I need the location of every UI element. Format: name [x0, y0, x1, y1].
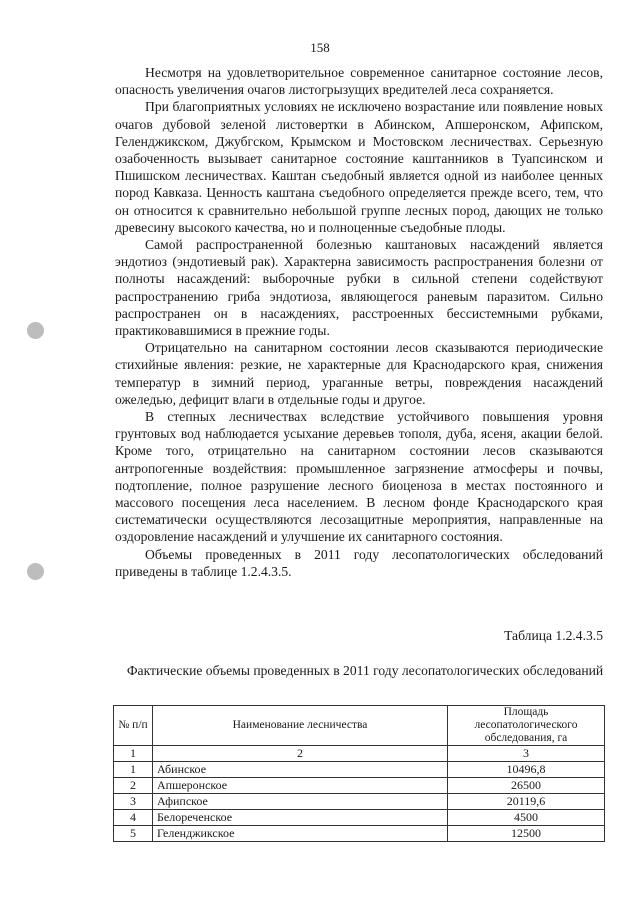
punch-hole-mark — [27, 322, 44, 339]
body-text — [115, 64, 603, 580]
area-value: 26500 — [448, 778, 605, 794]
forestry-name: Белореченское — [153, 810, 448, 826]
row-number: 4 — [114, 810, 153, 826]
column-number-cell: 2 — [153, 746, 448, 762]
area-value: 20119,6 — [448, 794, 605, 810]
paragraph: При благоприятных условиях не исключено возрастание или появление новых очагов дубовой зеленой листовертки в Абинском, Апшеронском, Афипском, Геленджикском, Джубгском, Крымском и Мостовском лесничествах. Серьезную озабоченность вызывает санитарное состояние каштанников в Туапсинском и Пшишском лесничествах. Каштан съедобный является одной из наиболее ценных пород Кавказа. Ценность каштана съедобного определяется прежде всего, тем, что он относится к сравнительно небольшой группе лесных пород, дающих не только древесину высокого качества, но и полноценные съедобные плоды. — [115, 99, 603, 235]
row-number: 3 — [114, 794, 153, 810]
table-row — [114, 826, 605, 842]
table-title: Фактические объемы проведенных в 2011 году лесопатологических обследований — [126, 663, 604, 678]
table-column-numbers-row — [114, 746, 605, 762]
area-value: 4500 — [448, 810, 605, 826]
table-header-row — [114, 706, 605, 746]
forestry-name: Абинское — [153, 762, 448, 778]
area-value: 10496,8 — [448, 762, 605, 778]
header-area: Площадь лесопатологического обследования, га — [448, 706, 605, 746]
table-caption: Таблица 1.2.4.3.5 — [504, 628, 603, 643]
row-number: 5 — [114, 826, 153, 842]
header-forestry-name: Наименование лесничества — [153, 706, 448, 746]
paragraph: Отрицательно на санитарном состоянии лесов сказываются периодические стихийные явления: резкие, не характерные для Краснодарского края, снижения температур в зимний период, ураганные ветры, повреждения насаждений ожеледью, дефицит влаги в отдельные годы и другое. — [115, 340, 603, 407]
column-number-cell: 3 — [448, 746, 605, 762]
area-value: 12500 — [448, 826, 605, 842]
table-row — [114, 810, 605, 826]
forestry-name: Апшеронское — [153, 778, 448, 794]
forestry-name: Геленджикское — [153, 826, 448, 842]
header-number: № п/п — [114, 706, 153, 746]
paragraph: Самой распространенной болезнью каштановых насаждений является эндотиоз (эндотиевый рак). Характерна зависимость распространения болезни от полноты насаждений: выборочные рубки в сильной степени содействуют распространению гриба эндотиоза, являющегося раневым паразитом. Сильно распространен он в насаждениях, расстроенных бессистемными рубками, практиковавшимися в прежние годы. — [115, 237, 603, 339]
paragraph: Объемы проведенных в 2011 году лесопатологических обследований приведены в таблице 1.2.4.3.5. — [115, 546, 603, 579]
table-row — [114, 778, 605, 794]
paragraph: В степных лесничествах вследствие устойчивого повышения уровня грунтовых вод наблюдается усыхание деревьев тополя, дуба, ясеня, акации белой. Кроме того, отрицательно на санитарном состоянии лесов сказываются антропогенные воздействия: промышленное загрязнение атмосферы и почвы, подтопление, полное разрушение лесного биоценоза в местах постоянного и массового посещения леса населением. В лесном фонде Краснодарского края систематически осуществляются лесозащитные мероприятия, направленные на оздоровление насаждений и улучшение их санитарного состояния. — [115, 409, 603, 545]
table-row — [114, 762, 605, 778]
column-number-cell: 1 — [114, 746, 153, 762]
table-row — [114, 794, 605, 810]
data-table — [113, 705, 605, 842]
forestry-name: Афипское — [153, 794, 448, 810]
page-number: 158 — [310, 40, 330, 55]
row-number: 1 — [114, 762, 153, 778]
punch-hole-mark — [27, 563, 44, 580]
paragraph: Несмотря на удовлетворительное современное санитарное состояние лесов, опасность увеличения очагов листогрызущих вредителей леса сохраняется. — [115, 65, 603, 98]
row-number: 2 — [114, 778, 153, 794]
